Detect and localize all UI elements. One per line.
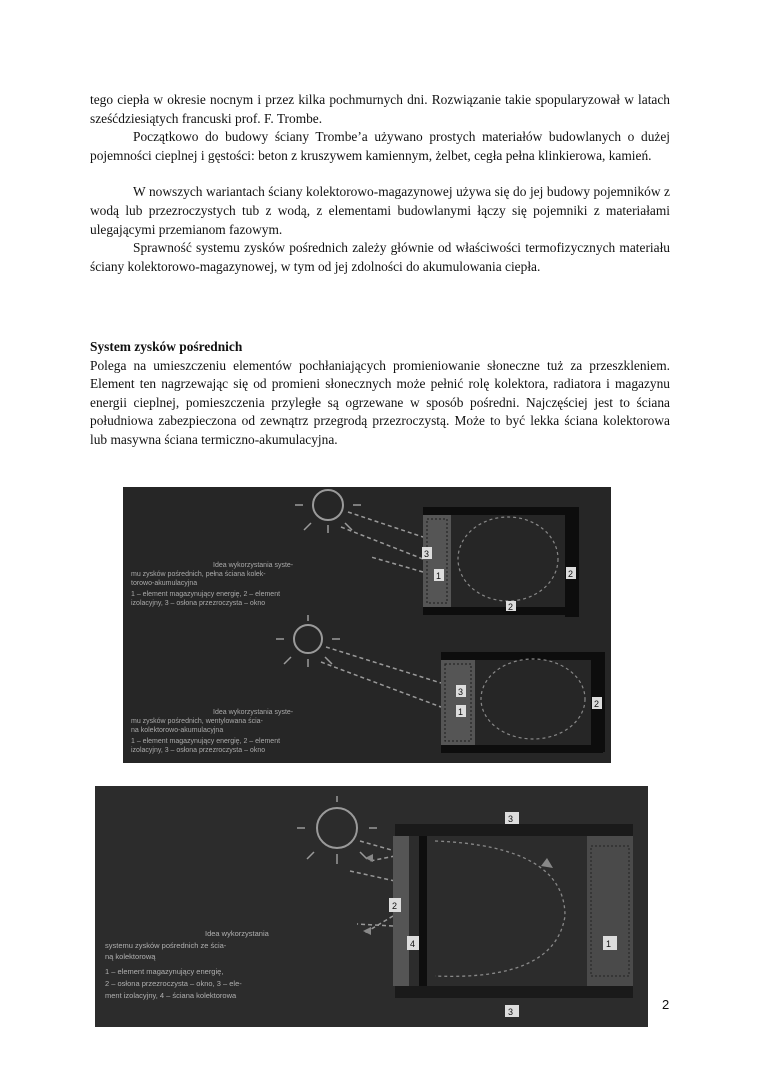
figure-2-diagram (95, 786, 648, 1027)
fig1-caption-top-4: 1 – element magazynujący energię, 2 – element (131, 591, 281, 598)
fig2-label-4: 4 (410, 939, 416, 949)
fig2-caption-1: Idea wykorzystania (205, 929, 269, 938)
fig2-caption-2: systemu zysków pośrednich ze ścia- (105, 941, 227, 950)
label-3-bottom: 3 (458, 687, 464, 697)
paragraph-3: W nowszych wariantach ściany kolektorowo-magazynowej używa się do jej budowy pojemników z wodą lub przezroczystych tub z wodą, z elementami budowlanymi łączy się pojemniki z materiałami ulegającymi przemianom fazowym. (90, 184, 670, 237)
fig2-caption-3: ną kolektorową (105, 952, 156, 961)
label-2a: 2 (568, 569, 574, 579)
label-2-bottom: 2 (594, 699, 600, 709)
fig2-label-3-bottom: 3 (508, 1007, 514, 1017)
intro-text (90, 91, 670, 276)
section-body: Polega na umieszczeniu elementów pochłaniających promieniowanie słoneczne tuż za przeszkleniem. Element ten nagrzewając się od promieni słonecznych może pełnić rolę kolektora, radiatora i magazynu energii cieplnej, pomieszczenia przyległe są ogrzewane w sposób pośredni. Najczęściej jest to ściana południowa zabezpieczona od zewnątrz przegrodą przezroczystą. Może to być lekka ściana kolektorowa lub masywna ściana termiczno-akumulacyjna. (90, 357, 670, 447)
fig2-label-3-top: 3 (508, 814, 514, 824)
paragraph-2: Początkowo do budowy ściany Trombe’a używano prostych materiałów budowlanych o dużej pojemności cieplnej i gęstości: beton z kruszywem kamiennym, żelbet, cegła pełna klinkierowa, kamień. (90, 129, 670, 163)
fig1-caption-bottom-1: Idea wykorzystania syste- (213, 709, 294, 716)
fig1-caption-bottom-5: izolacyjny, 3 – osłona przezroczysta – okno (131, 747, 266, 754)
fig1-caption-top-3: torowo-akumulacyjna (131, 580, 198, 587)
section-heading: System zysków pośrednich (90, 339, 243, 354)
figure-1-photo (123, 487, 611, 763)
page-number: 2 (662, 997, 670, 1012)
fig2-caption-6: ment izolacyjny, 4 – ściana kolektorowa (105, 991, 237, 1000)
fig1-caption-bottom-4: 1 – element magazynujący energię, 2 – element (131, 738, 281, 745)
figure-2-photo (95, 786, 648, 1027)
fig2-caption-5: 2 – osłona przezroczysta – okno, 3 – ele- (105, 979, 242, 988)
fig1-caption-top-2: mu zysków pośrednich, pełna ściana kolek- (131, 571, 266, 578)
label-1-bottom: 1 (458, 707, 464, 717)
fig1-caption-bottom-2: mu zysków pośrednich, wentylowana ścia- (131, 718, 263, 725)
label-3: 3 (424, 549, 430, 559)
fig2-caption-4: 1 – element magazynujący energię, (105, 967, 224, 976)
paragraph-4: Sprawność systemu zysków pośrednich zależy głównie od właściwości termofizycznych materiału ściany kolektorowo-magazynowej, w tym od jej zdolności do akumulowania ciepła. (90, 240, 670, 274)
fig2-label-1: 1 (606, 939, 612, 949)
fig1-caption-bottom-3: na kolektorowo-akumulacyjna (131, 727, 224, 734)
label-1: 1 (436, 571, 442, 581)
figure-1-diagram (123, 487, 611, 763)
paragraph-1: tego ciepła w okresie nocnym i przez kilka pochmurnych dni. Rozwiązanie takie spopularyzował w latach sześćdziesiątych francuski prof. F. Trombe. (90, 92, 670, 126)
fig2-label-2: 2 (392, 901, 398, 911)
fig1-caption-top-5: izolacyjny, 3 – osłona przezroczysta – okno (131, 600, 266, 607)
fig1-caption-top-1: Idea wykorzystania syste- (213, 562, 294, 569)
label-2b: 2 (508, 602, 514, 612)
section-system (90, 338, 670, 450)
